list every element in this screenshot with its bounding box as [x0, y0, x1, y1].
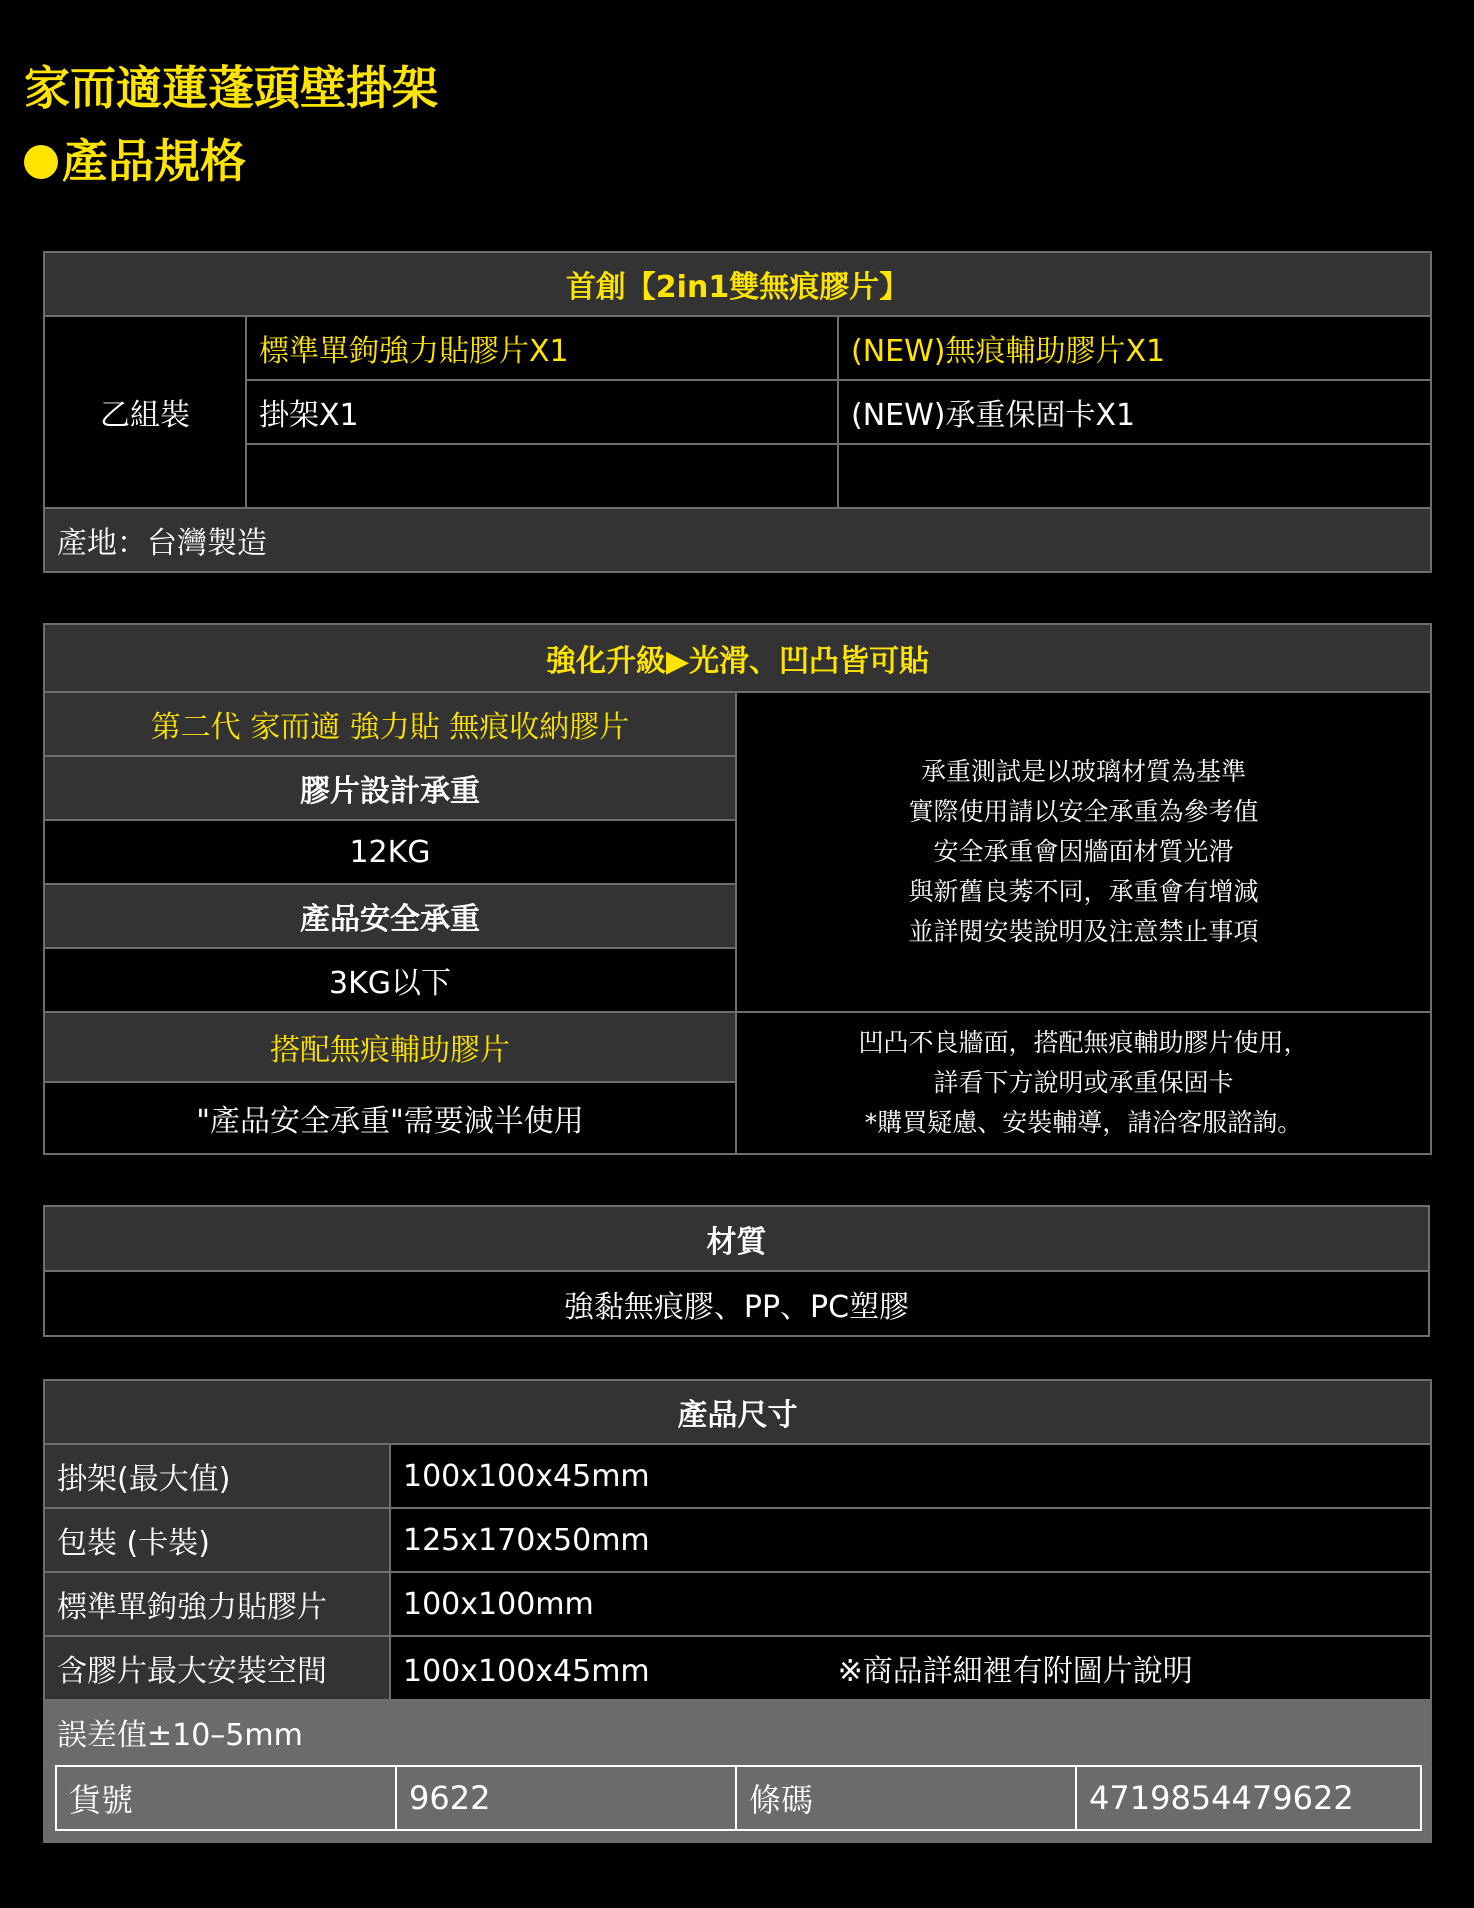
- load-note: [736, 692, 1431, 1012]
- upgrade-table: [43, 623, 1432, 1155]
- safe-load-value: 3KG以下: [44, 948, 736, 1012]
- dimension-remark: ※商品詳細裡有附圖片說明: [837, 1654, 1193, 1689]
- empty-cell: [246, 444, 838, 508]
- barcode: 4719854479622: [1076, 1766, 1421, 1830]
- group-label: 乙組裝: [44, 316, 246, 508]
- upgrade-heading: 強化升級▶光滑、凹凸皆可貼: [44, 624, 1431, 692]
- item-no: 9622: [396, 1766, 736, 1830]
- empty-cell: [838, 444, 1431, 508]
- aux-value: "產品安全承重"需要減半使用: [44, 1082, 736, 1154]
- note-line: 實際使用請以安全承重為參考值: [908, 797, 1259, 826]
- section-title-text: 產品規格: [62, 134, 246, 188]
- dimension-value: 100x100mm: [390, 1572, 1431, 1636]
- code-row-container: [44, 1764, 1431, 1842]
- note-line: 與新舊良莠不同，承重會有增減: [908, 877, 1259, 906]
- package-item: 標準單鉤強力貼膠片X1: [246, 316, 838, 380]
- design-load-value: 12KG: [44, 820, 736, 884]
- barcode-label: 條碼: [736, 1766, 1076, 1830]
- dimension-row-value: [390, 1636, 1431, 1700]
- dimension-label: 含膠片最大安裝空間: [44, 1636, 390, 1700]
- dimension-value: 100x100x45mm: [403, 1654, 650, 1689]
- note-line: 並詳閱安裝說明及注意禁止事項: [908, 917, 1259, 946]
- aux-label: 搭配無痕輔助膠片: [44, 1012, 736, 1082]
- origin: 產地：台灣製造: [44, 508, 1431, 572]
- bullet-icon: [24, 145, 58, 179]
- dimension-value: 125x170x50mm: [390, 1508, 1431, 1572]
- page-title: 家而適蓮蓬頭壁掛架: [24, 61, 438, 115]
- dimension-label: 包裝 (卡裝): [44, 1508, 390, 1572]
- dimension-value: 100x100x45mm: [390, 1444, 1431, 1508]
- item-no-label: 貨號: [56, 1766, 396, 1830]
- product-line: 第二代 家而適 強力貼 無痕收納膠片: [44, 692, 736, 756]
- material-heading: 材質: [44, 1206, 1429, 1271]
- package-table: [43, 251, 1432, 573]
- dimension-label: 掛架(最大值): [44, 1444, 390, 1508]
- dimension-label: 標準單鉤強力貼膠片: [44, 1572, 390, 1636]
- package-item: 掛架X1: [246, 380, 838, 444]
- dimensions-table: [43, 1379, 1432, 1843]
- material-value: 強黏無痕膠、PP、PC塑膠: [44, 1271, 1429, 1336]
- tolerance: 誤差值±10–5mm: [44, 1700, 1431, 1764]
- note-line: 凹凸不良牆面，搭配無痕輔助膠片使用，: [858, 1028, 1309, 1057]
- section-title: [24, 134, 246, 188]
- note-line: 安全承重會因牆面材質光滑: [933, 837, 1234, 866]
- safe-load-label: 產品安全承重: [44, 884, 736, 948]
- design-load-label: 膠片設計承重: [44, 756, 736, 820]
- package-heading: 首創【2in1雙無痕膠片】: [44, 252, 1431, 316]
- package-item: (NEW)無痕輔助膠片X1: [838, 316, 1431, 380]
- note-line: 承重測試是以玻璃材質為基準: [921, 757, 1247, 786]
- note-line: 詳看下方說明或承重保固卡: [933, 1068, 1234, 1097]
- material-table: [43, 1205, 1430, 1337]
- aux-note: [736, 1012, 1431, 1154]
- dimensions-heading: 產品尺寸: [44, 1380, 1431, 1444]
- code-table: [55, 1765, 1422, 1831]
- note-line: *購買疑慮、安裝輔導，請洽客服諮詢。: [864, 1108, 1303, 1137]
- package-item: (NEW)承重保固卡X1: [838, 380, 1431, 444]
